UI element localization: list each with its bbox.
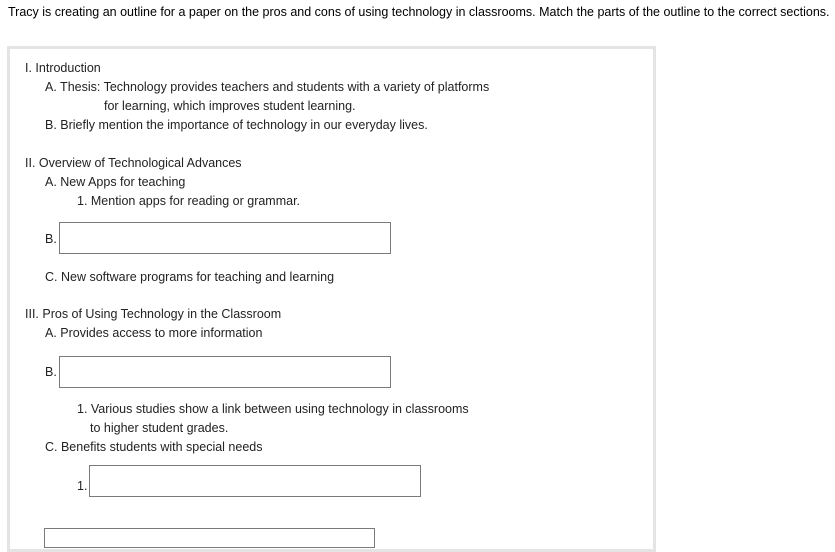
section-1-item-a-line-1: A. Thesis: Technology provides teachers and students with a variety of platforms: [45, 80, 490, 94]
section-3-item-a: A. Provides access to more information: [45, 326, 263, 340]
section-3-item-c-1-drop-zone[interactable]: [89, 465, 421, 497]
section-3-item-b-1-line-2: to higher student grades.: [90, 421, 229, 435]
section-2-heading: II. Overview of Technological Advances: [25, 156, 242, 170]
section-1-item-a-line-2: for learning, which improves student learning.: [104, 99, 356, 113]
section-3-item-b-drop-zone[interactable]: [59, 356, 391, 388]
section-2-item-c: C. New software programs for teaching and learning: [45, 270, 335, 284]
section-3-item-b-1-line-1: 1. Various studies show a link between using technology in classrooms: [77, 402, 469, 416]
section-2-item-b-label: B.: [45, 232, 57, 246]
section-3-item-b-label: B.: [45, 365, 57, 379]
section-3-item-c: C. Benefits students with special needs: [45, 440, 263, 454]
section-3-heading: III. Pros of Using Technology in the Classroom: [25, 307, 282, 321]
section-1-heading: I. Introduction: [25, 61, 101, 75]
section-2-item-a-1: 1. Mention apps for reading or grammar.: [77, 194, 301, 208]
question-prompt: Tracy is creating an outline for a paper on the pros and cons of using technology in classrooms. Match the parts of the outline to the correct sections.: [8, 5, 830, 19]
section-1-item-b: B. Briefly mention the importance of technology in our everyday lives.: [45, 118, 428, 132]
section-2-item-a: A. New Apps for teaching: [45, 175, 186, 189]
section-2-item-b-drop-zone[interactable]: [59, 222, 391, 254]
answer-tile[interactable]: [44, 528, 375, 548]
section-3-item-c-1-label: 1.: [77, 479, 88, 493]
